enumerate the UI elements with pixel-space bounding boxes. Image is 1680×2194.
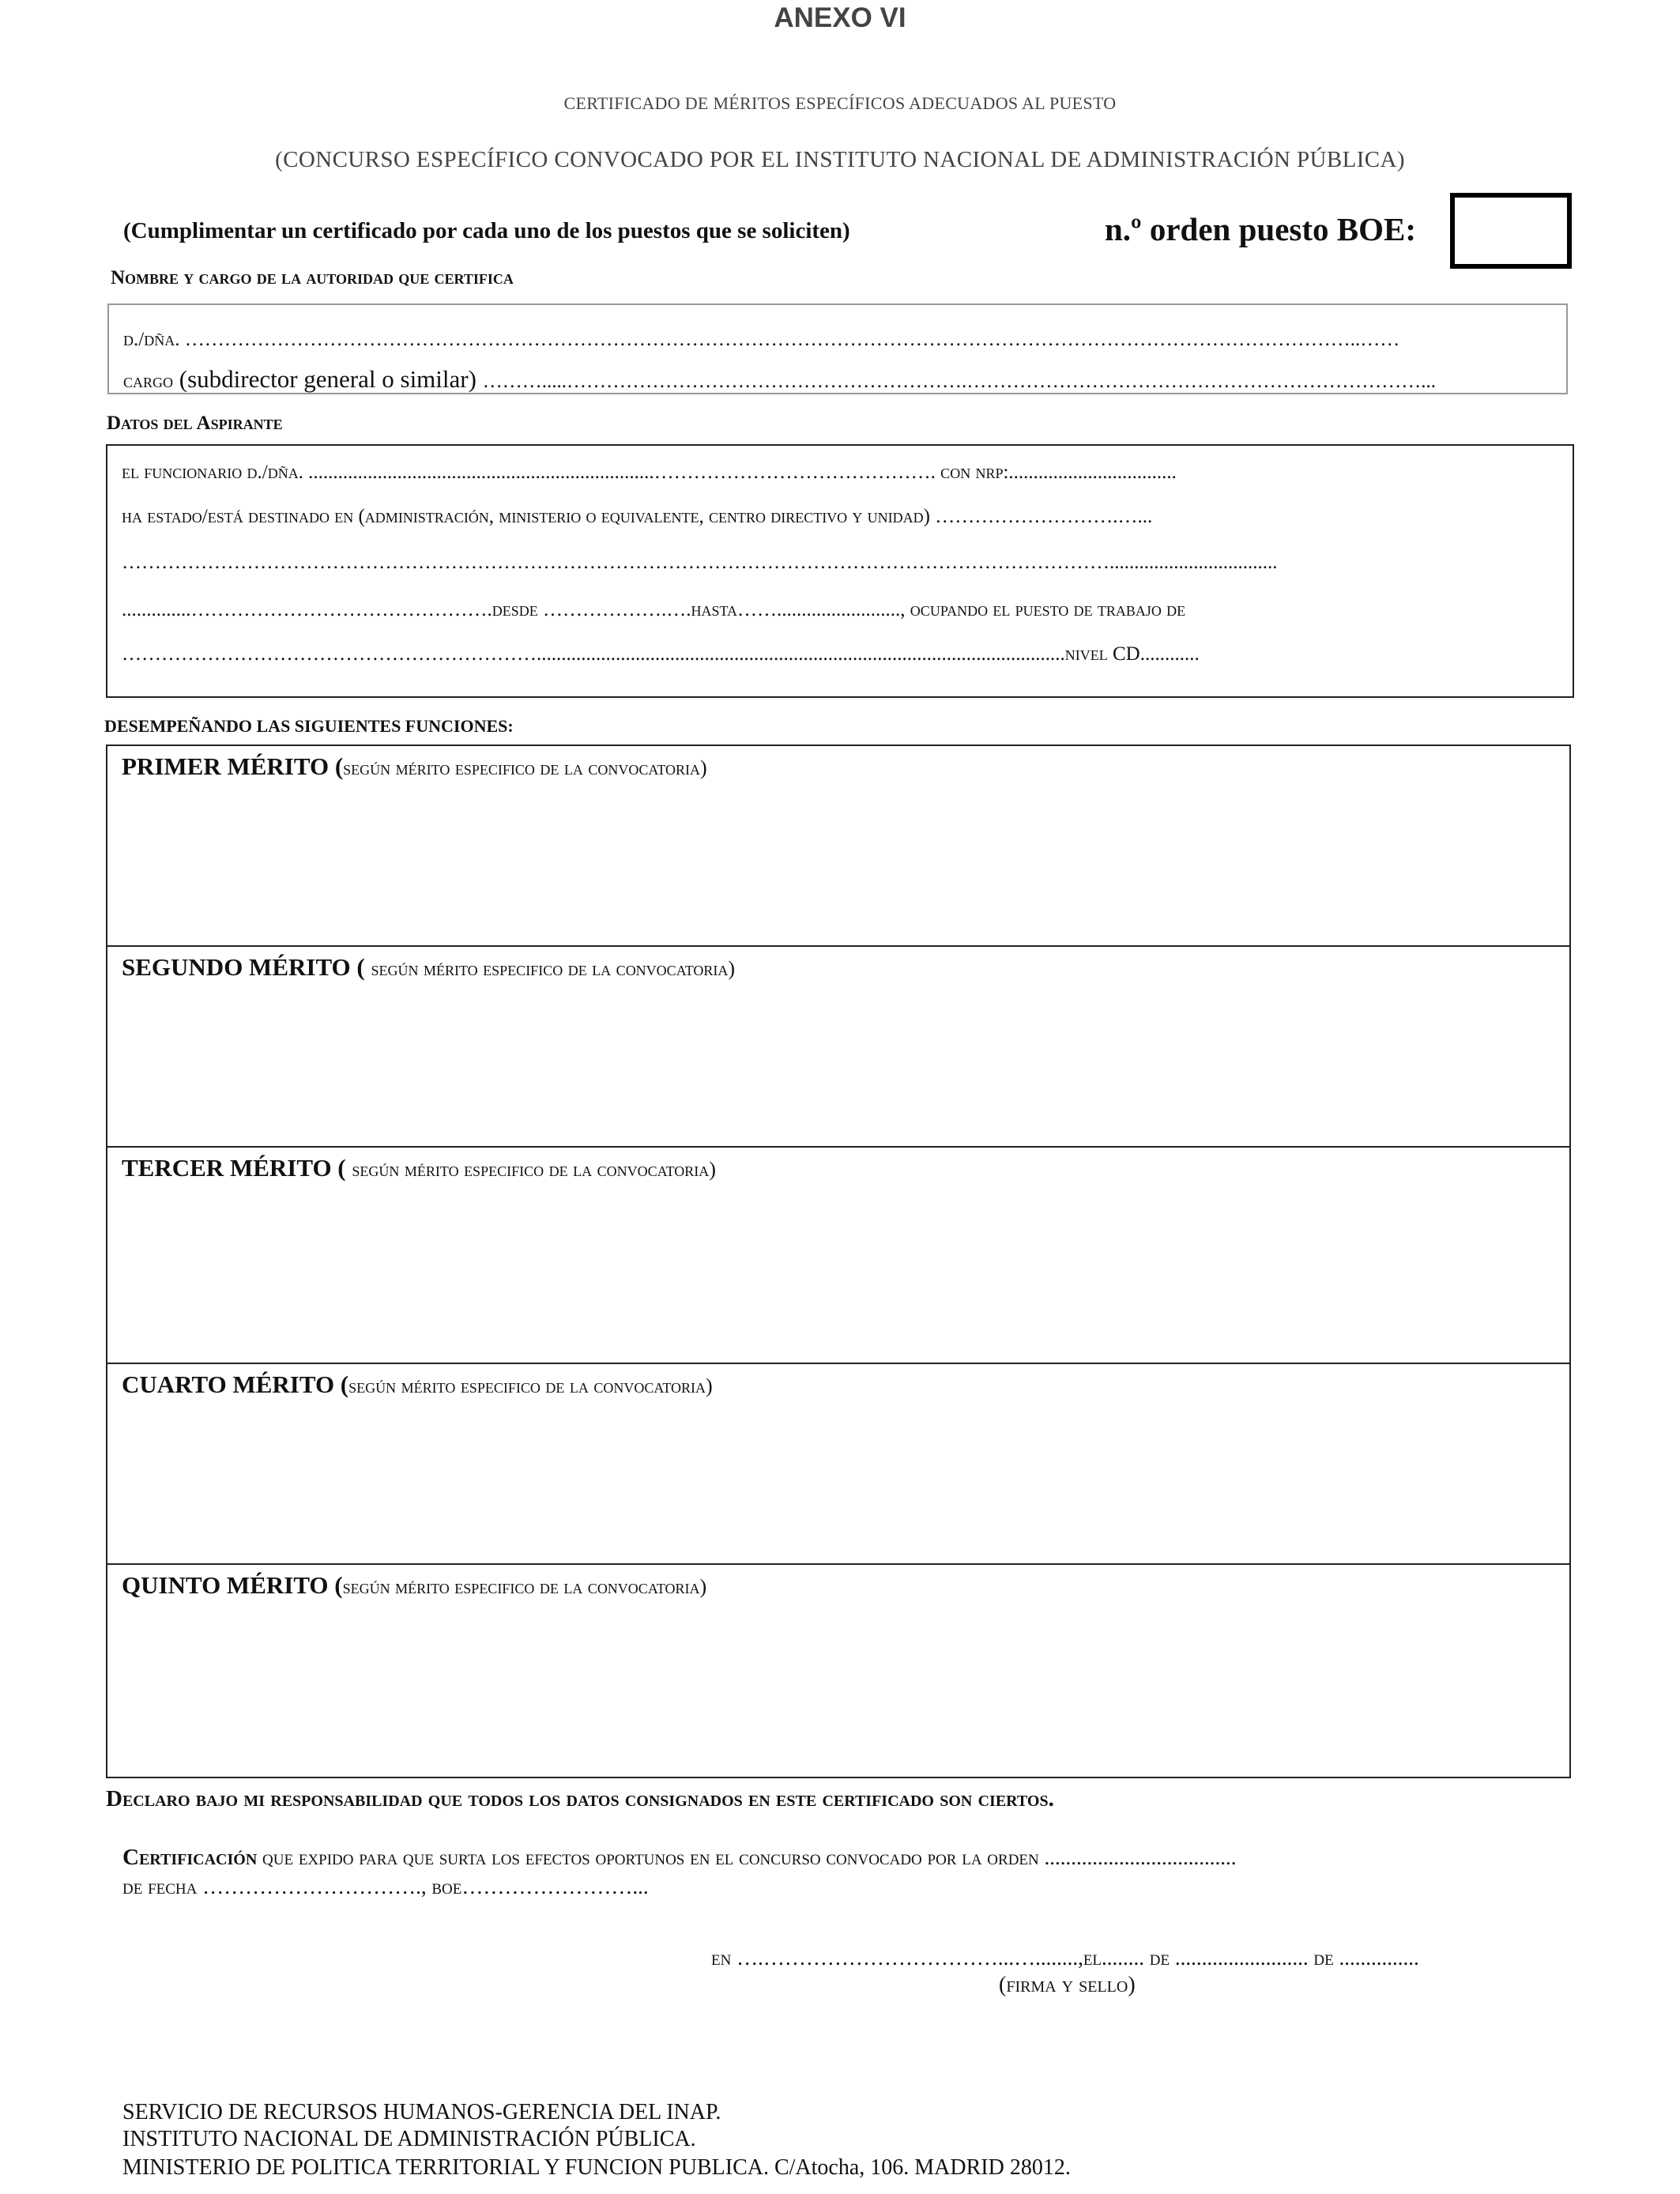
merit-label-3: TERCER MÉRITO ( — [122, 1154, 352, 1182]
merit-title-3 — [122, 1154, 716, 1182]
authority-cargo-label: cargo — [123, 369, 174, 392]
merit-row-5[interactable] — [107, 1565, 1569, 1778]
merit-label-1: PRIMER MÉRITO ( — [122, 752, 344, 780]
boe-order-field[interactable] — [1450, 193, 1572, 269]
certification-line-2[interactable]: de fecha …………………………., boe……………………... — [122, 1875, 649, 1898]
candidate-destination-continuation[interactable]: …………………………………………………………………………………………………………………………………….................................. — [122, 552, 1278, 573]
merit-title-1 — [122, 752, 707, 781]
merit-note-1: según mérito especifico de la convocatoria) — [343, 756, 707, 779]
certification-label: Certificación — [122, 1845, 258, 1870]
candidate-heading: Datos del Aspirante — [107, 413, 283, 434]
merit-title-5 — [122, 1571, 706, 1600]
merit-note-5: según mérito especifico de la convocatoria) — [342, 1575, 707, 1598]
merit-label-2: SEGUNDO MÉRITO ( — [122, 953, 371, 981]
merit-row-1[interactable] — [107, 746, 1569, 947]
authority-name-field[interactable]: ……………………………………………………………………………………………………………………………………………………………..…… — [179, 329, 1400, 350]
merit-title-4 — [122, 1370, 713, 1399]
footer-ministry-address: MINISTERIO DE POLITICA TERRITORIAL Y FUNCION PUBLICA. C/Atocha, 106. MADRID 28012. — [122, 2155, 1071, 2180]
authority-name-label: d./dña. — [123, 329, 180, 350]
candidate-dates-line[interactable]: ..............……………………………………….desde ……………….….hasta……........................., ocupando el puesto de trabajo de — [122, 599, 1186, 620]
merit-note-4: según mérito especifico de la convocatoria) — [348, 1374, 713, 1397]
merit-row-3[interactable] — [107, 1148, 1569, 1364]
footer-service: SERVICIO DE RECURSOS HUMANOS-GERENCIA DEL INAP. — [122, 2100, 721, 2124]
candidate-box — [106, 444, 1574, 698]
certification-order-field[interactable]: que expido para que surta los efectos oportunos en el concurso convocado por la orden .................................... — [257, 1845, 1237, 1869]
authority-cargo-line[interactable] — [123, 365, 1554, 394]
contest-subtitle: (CONCURSO ESPECÍFICO CONVOCADO POR EL INSTITUTO NACIONAL DE ADMINISTRACIÓN PÚBLICA) — [275, 147, 1405, 172]
candidate-level-line[interactable]: ………………………………………………………...........................................................................................................nivel CD............ — [122, 643, 1200, 665]
merit-note-2: según mérito especifico de la convocatoria) — [371, 957, 736, 980]
authority-box — [107, 303, 1568, 394]
certification-line-1[interactable] — [122, 1845, 1576, 1871]
merits-table — [106, 745, 1571, 1778]
merit-row-4[interactable] — [107, 1364, 1569, 1565]
footer-institute: INSTITUTO NACIONAL DE ADMINISTRACIÓN PÚBLICA. — [122, 2127, 696, 2151]
instruction-text: (Cumplimentar un certificado por cada uno de los puestos que se soliciten) — [123, 218, 850, 243]
merit-row-2[interactable] — [107, 947, 1569, 1148]
authority-cargo-hint: (subdirector general o similar) — [173, 365, 483, 393]
candidate-name-line[interactable]: el funcionario d./dña. ......................................................................……………………………………. con nrp:.................................. — [122, 462, 1177, 483]
authority-heading: Nombre y cargo de la autoridad que certifica — [111, 267, 514, 288]
page-title: ANEXO VI — [774, 2, 906, 33]
authority-name-line[interactable] — [123, 329, 1554, 351]
signature-label: (firma y sello) — [999, 1973, 1136, 1997]
authority-cargo-field[interactable]: ……….....…………………………………………………….……………………………………………………………... — [482, 371, 1436, 392]
merit-title-2 — [122, 953, 735, 982]
candidate-destination-line[interactable]: ha estado/está destinado en (administración, ministerio o equivalente, centro directivo y unidad) ……………………….…... — [122, 506, 1153, 527]
certificate-subtitle: CERTIFICADO DE MÉRITOS ESPECÍFICOS ADECUADOS AL PUESTO — [563, 93, 1117, 113]
merit-note-3: según mérito especifico de la convocatoria) — [352, 1158, 716, 1181]
place-date-line[interactable]: en ….……………………………...…........,el........ de ......................... de ............... — [711, 1946, 1419, 1970]
functions-heading: DESEMPEÑANDO LAS SIGUIENTES FUNCIONES: — [104, 716, 514, 736]
merit-label-4: CUARTO MÉRITO ( — [122, 1370, 349, 1398]
boe-order-label: n.º orden puesto BOE: — [1105, 211, 1416, 247]
merit-label-5: QUINTO MÉRITO ( — [122, 1571, 343, 1599]
declaration-text: Declaro bajo mi responsabilidad que todos los datos consignados en este certificado son ciertos. — [106, 1786, 1054, 1811]
